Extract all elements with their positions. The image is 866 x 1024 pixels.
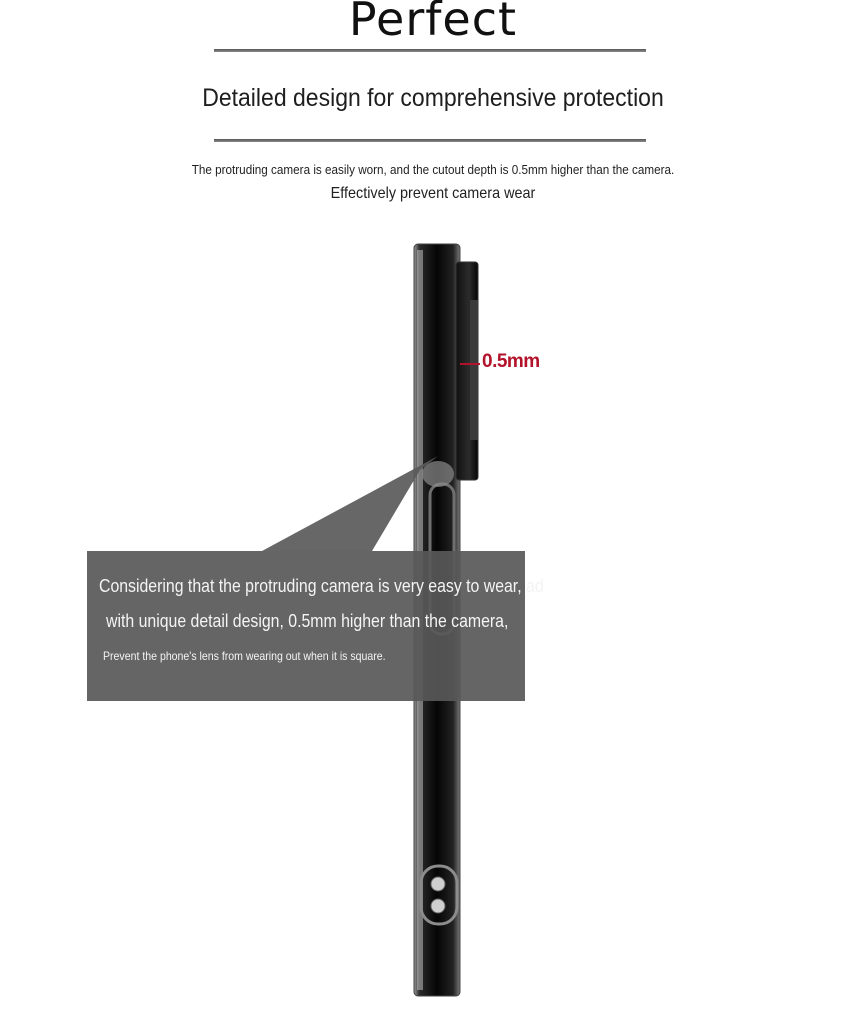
bottom-port-hole-bottom <box>431 899 445 913</box>
side-button-top <box>422 461 454 487</box>
subtitle-tagline: Effectively prevent camera wear <box>330 185 536 202</box>
subtitle-description: The protruding camera is easily worn, and the cutout depth is 0.5mm higher than the camera. <box>191 162 675 177</box>
info-line-2: with unique detail design, 0.5mm higher than the camera, <box>106 611 509 631</box>
bottom-port-hole-top <box>431 877 445 891</box>
info-line-1: Considering that the protruding camera is very easy to wear, ad <box>99 576 544 596</box>
info-line-3: Prevent the phone's lens from wearing out when it is square. <box>103 649 386 663</box>
brand-title: Perfect <box>348 0 518 46</box>
headline: Detailed design for comprehensive protection <box>202 84 664 112</box>
zoom-beam <box>262 456 438 551</box>
camera-lens <box>470 300 478 440</box>
measurement-label: 0.5mm <box>482 351 540 372</box>
